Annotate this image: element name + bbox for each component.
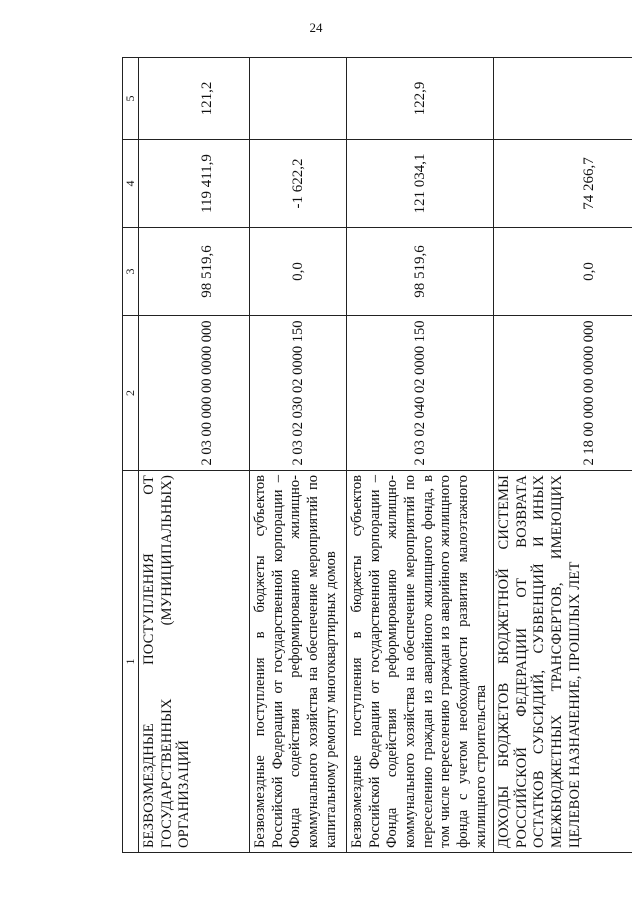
column-number: 3	[123, 228, 139, 316]
budget-code: 2 18 00 000 00 0000 000	[494, 316, 632, 471]
table-row	[250, 58, 347, 853]
value-col4: 119 411,9	[139, 140, 250, 228]
column-number: 5	[123, 58, 139, 140]
budget-code: 2 03 00 000 00 0000 000	[139, 316, 250, 471]
row-name: ДОХОДЫ БЮДЖЕТОВ БЮДЖЕТНОЙ СИСТЕМЫ РОССИЙСКОЙ ФЕДЕРАЦИИ ОТ ВОЗВРАТА ОСТАТКОВ СУБСИДИЙ, СУБВЕНЦИЙ И ИНЫХ МЕЖБЮДЖЕТНЫХ ТРАНСФЕРТОВ, ИМЕЮЩИХ ЦЕЛЕВОЕ НАЗНАЧЕНИЕ, ПРОШЛЫХ ЛЕТ	[494, 471, 632, 853]
table-row	[347, 58, 494, 853]
value-col3: 0,0	[250, 228, 347, 316]
budget-table	[122, 57, 632, 853]
value-col3: 98 519,6	[139, 228, 250, 316]
column-number: 2	[123, 316, 139, 471]
rotated-table-wrapper	[122, 58, 620, 853]
table-row	[494, 58, 632, 853]
value-col4: 121 034,1	[347, 140, 494, 228]
value-col4: 74 266,7	[494, 140, 632, 228]
value-col3: 98 519,6	[347, 228, 494, 316]
value-col5: 121,2	[139, 58, 250, 140]
value-col4: -1 622,2	[250, 140, 347, 228]
row-name: Безвозмездные поступления в бюджеты субъектов Российской Федерации от государственной корпорации – Фонда содействия реформированию жилищно-коммунального хозяйства на обеспечение мероприятий по капитальному ремонту многоквартирных домов	[250, 471, 347, 853]
budget-code: 2 03 02 040 02 0000 150	[347, 316, 494, 471]
budget-code: 2 03 02 030 02 0000 150	[250, 316, 347, 471]
row-name: Безвозмездные поступления в бюджеты субъектов Российской Федерации от государственной корпорации – Фонда содействия реформированию жилищно-коммунального хозяйства на обеспечение мероприятий по переселению граждан из аварийного жилищного фонда, в том числе переселению граждан из аварийного жилищного фонда с учетом необходимости развития малоэтажного жилищного строительства	[347, 471, 494, 853]
column-number: 4	[123, 140, 139, 228]
page-number: 24	[309, 20, 323, 35]
row-name: БЕЗВОЗМЕЗДНЫЕ ПОСТУПЛЕНИЯ ОТ ГОСУДАРСТВЕННЫХ (МУНИЦИПАЛЬНЫХ) ОРГАНИЗАЦИЙ	[139, 471, 250, 853]
value-col5	[250, 58, 347, 140]
column-number-row	[123, 58, 139, 853]
column-number: 1	[123, 471, 139, 853]
table-row	[139, 58, 250, 853]
value-col5: 122,9	[347, 58, 494, 140]
value-col3: 0,0	[494, 228, 632, 316]
value-col5	[494, 58, 632, 140]
